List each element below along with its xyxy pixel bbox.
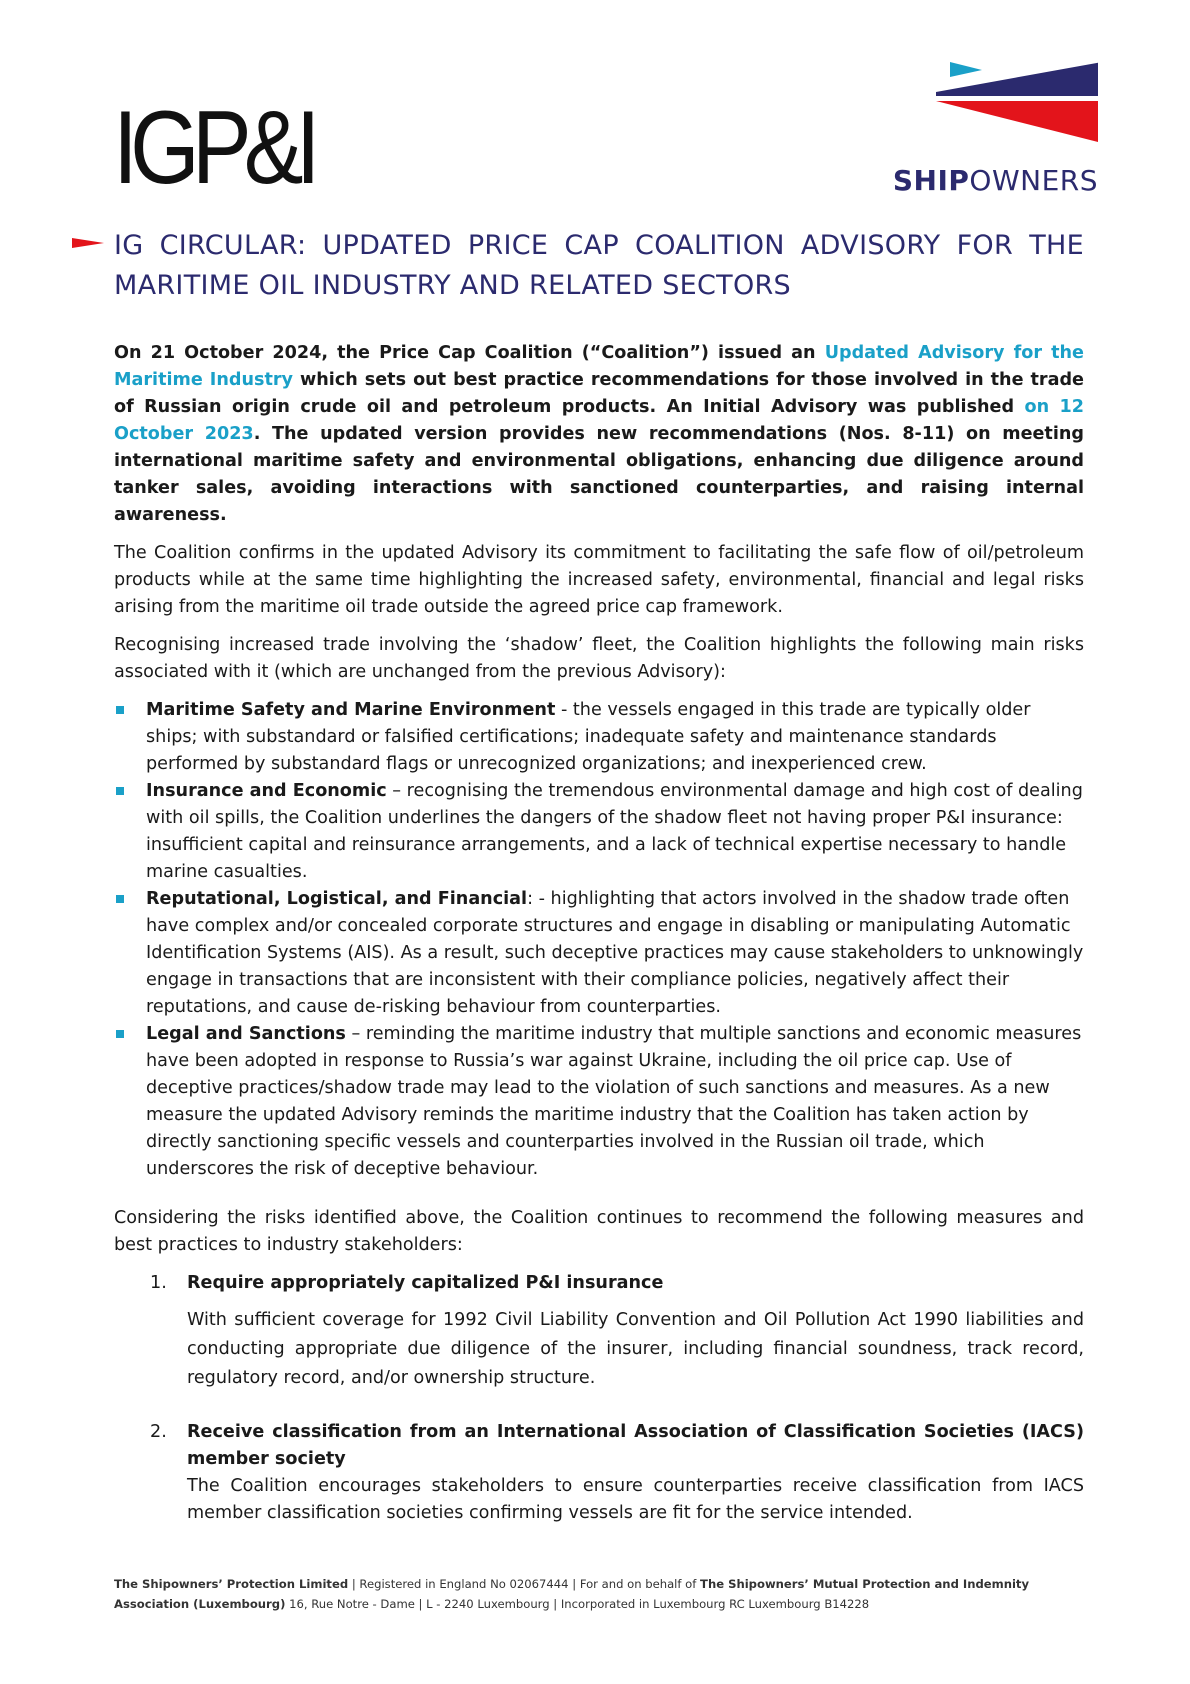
list-item: Insurance and Economic – recognising the tremendous environmental damage and high cost of dealing with oil spills, the Coalition underlines the dangers of the shadow fleet not having proper P&I insurance: insufficient capital and reinsurance arrangements, and a lack of technical expertise necessary to handle marine casualties. xyxy=(114,778,1084,886)
list-item: Maritime Safety and Marine Environment - the vessels engaged in this trade are typically older ships; with substandard or falsified certifications; inadequate safety and maintenance standards performed by substandard flags or unrecognized organizations; and inexperienced crew. xyxy=(114,697,1084,778)
list-item: Reputational, Logistical, and Financial: - highlighting that actors involved in the shadow trade often have complex and/or concealed corporate structures and engage in disabling or manipulating Automatic Identification Systems (AIS). As a result, such deceptive practices may cause stakeholders to unknowingly engage in transactions that are inconsistent with their compliance policies, negatively affect their reputations, and cause de-risking behaviour from counterparties. xyxy=(114,886,1084,1021)
measure-item-2 xyxy=(114,1419,1084,1527)
shipowners-flag-icon xyxy=(888,56,1098,156)
initial-advisory-link[interactable]: on 12 October 2023 xyxy=(114,397,1084,444)
risks-list xyxy=(114,697,1084,1183)
title-line-2: MARITIME OIL INDUSTRY AND RELATED SECTORS xyxy=(114,270,791,301)
bullet-square-icon xyxy=(116,895,124,903)
shipowners-logo xyxy=(888,56,1098,206)
igpi-logo: IGP&I xyxy=(113,90,313,206)
measure-description: With sufficient coverage for 1992 Civil Liability Convention and Oil Pollution Act 1990 liabilities and conducting appropriate due diligence of the insurer, including financial soundness, track record, regulatory record, and/or ownership structure. xyxy=(187,1310,1084,1388)
measure-description: The Coalition encourages stakeholders to ensure counterparties receive classification from IACS member classification societies confirming vessels are fit for the service intended. xyxy=(187,1476,1084,1523)
measure-item-1 xyxy=(114,1270,1084,1393)
measure-heading: Receive classification from an International Association of Classification Societies (IACS) member society xyxy=(187,1422,1084,1469)
bullet-square-icon xyxy=(116,787,124,795)
bullet-square-icon xyxy=(116,706,124,714)
measure-number: 1. xyxy=(150,1273,167,1293)
risks-intro-paragraph: Recognising increased trade involving the ‘shadow’ fleet, the Coalition highlights the following main risks associated with it (which are unchanged from the previous Advisory): xyxy=(114,635,1084,682)
document-body xyxy=(114,340,1084,1527)
measures-list xyxy=(114,1270,1084,1527)
circular-title xyxy=(114,226,1084,306)
list-item: Legal and Sanctions – reminding the maritime industry that multiple sanctions and economic measures have been adopted in response to Russia’s war against Ukraine, including the oil price cap. Use of deceptive practices/shadow trade may lead to the violation of such sanctions and measures. As a new measure the updated Advisory reminds the maritime industry that the Coalition has taken action by directly sanctioning specific vessels and counterparties involved in the Russian oil trade, which underscores the risk of deceptive behaviour. xyxy=(114,1021,1084,1183)
intro-paragraph: On 21 October 2024, the Price Cap Coalition (“Coalition”) issued an Updated Advisory for the Maritime Industry which sets out best practice recommendations for those involved in the trade of Russian origin crude oil and petroleum products. An Initial Advisory was published on 12 October 2023. The updated version provides new recommendations (Nos. 8-11) on meeting international maritime safety and environmental obligations, enhancing due diligence around tanker sales, avoiding interactions with sanctioned counterparties, and raising internal awareness. xyxy=(114,343,1084,525)
commitment-paragraph: The Coalition confirms in the updated Advisory its commitment to facilitating the safe flow of oil/petroleum products while at the same time highlighting the increased safety, environmental, financial and legal risks arising from the maritime oil trade outside the agreed price cap framework. xyxy=(114,543,1084,617)
measure-heading: Require appropriately capitalized P&I insurance xyxy=(187,1273,664,1293)
bullet-square-icon xyxy=(116,1030,124,1038)
measure-number: 2. xyxy=(150,1422,167,1442)
shipowners-wordmark: SHIPOWNERS xyxy=(892,164,1098,197)
updated-advisory-link[interactable]: Updated Advisory for the Maritime Industry xyxy=(114,343,1084,390)
measures-intro-paragraph: Considering the risks identified above, the Coalition continues to recommend the following measures and best practices to industry stakeholders: xyxy=(114,1208,1084,1255)
title-line-1: IG CIRCULAR: UPDATED PRICE CAP COALITION ADVISORY FOR THE xyxy=(114,230,1084,261)
red-pennant-icon xyxy=(72,236,104,250)
page-footer: The Shipowners’ Protection Limited | Registered in England No 02067444 | For and on behalf of The Shipowners’ Mutual Protection and Indemnity Association (Luxembourg) 16, Rue Notre - Dame | L - 2240 Luxembourg | Incorporated in Luxembourg RC Luxembourg B14228 xyxy=(114,1577,1030,1611)
